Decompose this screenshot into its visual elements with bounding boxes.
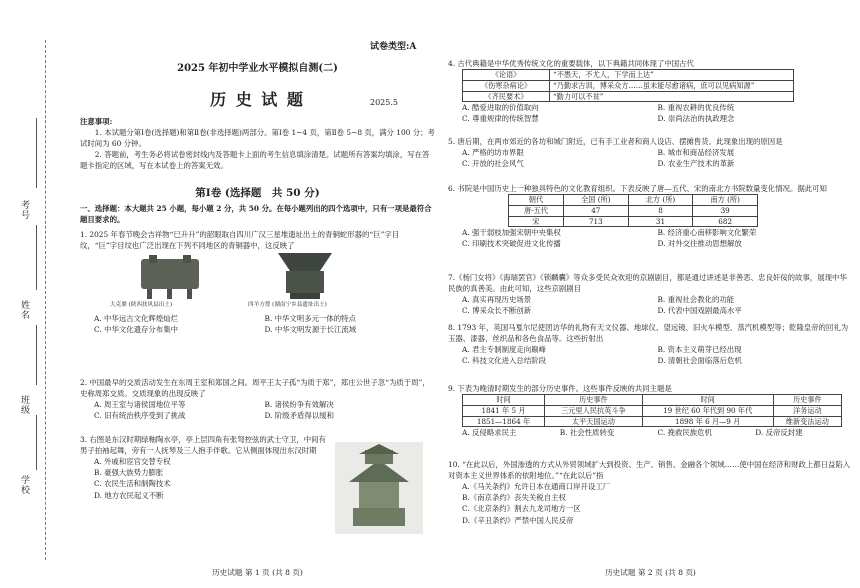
option-c[interactable]: C. 印刷技术突破促进文化传播 — [462, 239, 561, 249]
option-a[interactable]: A. 反侵略求民主 — [462, 428, 517, 438]
cell: 1898 年 6 月—9 月 — [642, 416, 773, 427]
header-cell: 时间 — [463, 395, 545, 406]
page-1-footer: 历史试题 第 1 页 (共 8 页) — [212, 567, 303, 577]
header-cell: 北方 (所) — [628, 195, 693, 206]
question-6 — [448, 183, 853, 249]
four-ram-zun-image — [270, 251, 340, 301]
question-10 — [448, 459, 853, 526]
option-d[interactable]: D. 农业生产技术的革新 — [657, 159, 735, 169]
subject-title: 历 史 试 题 — [210, 90, 305, 109]
question-1 — [80, 229, 435, 335]
q7-options — [448, 294, 853, 316]
cell: 洋务运动 — [773, 405, 841, 416]
notes-title: 注意事项: — [80, 117, 113, 126]
option-b[interactable]: B. 城市和商品经济发展 — [657, 148, 735, 158]
header-cell: 时间 — [642, 395, 773, 406]
cell: 维新变法运动 — [773, 416, 841, 427]
question-stem: 7.《杨门女将》《海瑞罢官》《锁麟囊》等众多受民众欢迎的京剧剧目，都是通过讲述是非善恶、忠良奸佞的故事，展现中华民族的真善美。由此可知，这些京剧剧目 — [448, 273, 847, 294]
question-stem: 1. 2025 年春节晚会吉祥物“巳升升”的韶眼取自四川广汉三星堆遗址出土的青铜蛇形器的“巨”字目纹，“巨”字目纹也广泛出现在下列不同地区的青铜器中，这反映了 — [80, 230, 400, 251]
bronze-ding-image — [135, 253, 205, 299]
q9-table — [462, 394, 842, 427]
option-b[interactable]: B. 社会性质转变 — [559, 428, 615, 438]
option-d[interactable]: D.《辛丑条约》严禁中国人民反帝 — [462, 515, 574, 525]
header-cell: 历史事件 — [773, 395, 841, 406]
option-d[interactable]: D. 崇尚法治的执政理念 — [657, 114, 735, 124]
option-d[interactable]: D. 中华文明发源于长江流域 — [264, 325, 357, 335]
cell: 1851—1864 年 — [463, 416, 545, 427]
page-1 — [80, 0, 435, 588]
option-a[interactable]: A.《马关条约》允许日本在通商口岸开设工厂 — [462, 482, 611, 492]
exam-name: 2025 年初中学业水平模拟自测(二) — [177, 63, 338, 74]
question-stem: 2. 中国最早的交质活动发生在东周王室和郑国之间。周平王太子孤“为质于郑”，郑庄公世子忽“为质于周”，史称周郑交质。交质现象的出现反映了 — [80, 378, 430, 399]
option-a[interactable]: A. 中华远古文化辉煌灿烂 — [94, 314, 178, 324]
cell: 19 世纪 60 年代到 90 年代 — [642, 405, 773, 416]
question-8 — [448, 322, 853, 366]
option-d[interactable]: D. 代表中国戏剧最高水平 — [657, 306, 742, 316]
q8-options — [448, 344, 853, 366]
option-b[interactable]: B. 中华文明多元一体的特点 — [264, 314, 356, 324]
option-a[interactable]: A. 君主专制制度走向巅峰 — [462, 345, 546, 355]
question-stem: 4. 古代典籍是中华优秀传统文化的重要载体，以下典籍共同体现了中国古代 — [448, 59, 694, 68]
option-a[interactable]: A. 强干弱枝加强宋朝中央集权 — [462, 228, 561, 238]
cell: 31 — [628, 216, 693, 227]
name-label: 姓名 — [19, 300, 29, 320]
q1-images — [80, 251, 435, 313]
question-7 — [448, 272, 853, 316]
question-2 — [80, 377, 435, 421]
cell: 《齐民要术》 — [463, 91, 550, 102]
option-d[interactable]: D. 清朝社会面临落后危机 — [657, 356, 742, 366]
exam-no-label: 考号 — [19, 200, 29, 220]
option-c[interactable]: C. 尊重规律的传统智慧 — [462, 114, 539, 124]
option-b[interactable]: B. 重视农耕的优良传统 — [657, 103, 735, 113]
q4-options — [448, 102, 853, 124]
cell: “不愚天，不尤人，下学而上达” — [550, 70, 794, 81]
question-stem: 8. 1793 年，英国马戛尔尼使团访华的礼物有天文仪器、地球仪、望远镜、旧火车模型、蒸汽机模型等；乾隆皇帝的回礼为玉器、漆器、丝织品和各色食品等。这些折射出 — [448, 323, 849, 344]
option-b[interactable]: B. 诸侯纷争有效解决 — [264, 400, 334, 410]
cell: 682 — [693, 216, 758, 227]
question-5 — [448, 136, 853, 169]
question-stem: 6. 书院是中国历史上一种独具特色的文化教育组织。下表反映了唐—五代、宋的南北方书院数量变化情况。据此可知 — [448, 184, 827, 193]
note-1: 1. 本试题分第Ⅰ卷(选择题)和第Ⅱ卷(非选择题)两部分。第Ⅰ卷 1~4 页，第Ⅱ卷 5~8 页，满分 100 分；考试时间为 60 分钟。 — [80, 128, 435, 149]
cell: 《论语》 — [463, 70, 550, 81]
option-c[interactable]: C. 农民生活和制陶技术 — [94, 479, 171, 489]
option-b[interactable]: B. 重视社会教化的功能 — [657, 295, 735, 305]
cell: 宋 — [509, 216, 564, 227]
cell: 《伤寒杂病论》 — [463, 80, 550, 91]
question-4 — [448, 58, 853, 124]
page-2 — [448, 0, 853, 588]
cell: 39 — [693, 205, 758, 216]
q3-options — [80, 456, 328, 500]
header-cell: 朝代 — [509, 195, 564, 206]
option-c[interactable]: C. 旧有统治秩序受到了挑战 — [94, 411, 186, 421]
school-blank — [36, 415, 37, 470]
cell: “勤力可以不贫” — [550, 91, 794, 102]
q6-options — [448, 227, 853, 249]
exam-date: 2025.5 — [370, 98, 398, 107]
cell: 唐-五代 — [509, 205, 564, 216]
option-a[interactable]: A. 外戚和宦官交替专权 — [94, 457, 171, 467]
seal-line — [45, 40, 46, 560]
option-c[interactable]: C. 博采众长不断创新 — [462, 306, 532, 316]
pottery-pavilion-image — [335, 442, 423, 534]
question-stem: 10. “在此以后，外国渗透的方式从外贸领域扩大到投资、生产、销售、金融各个领域……使中国在经济和财政上都日益陷入对资本主义世界体系的依附地位。”“在此以后”指 — [448, 460, 851, 481]
q4-table — [462, 69, 794, 102]
cell: “乃勤求古训，博采众方……虽未能尽愈诸病，庶可以见病知源” — [550, 80, 794, 91]
note-2: 2. 答题前，考生务必将试卷密封线内及答题卡上面的考生信息填涂清楚。试题所有答案均填涂，写在答题卡指定的区域，写在本试卷上的答案无效。 — [80, 150, 430, 171]
binding-margin — [0, 0, 64, 588]
class-blank — [36, 325, 37, 385]
header-cell: 全国 (所) — [563, 195, 628, 206]
option-a[interactable]: A. 周王室与诸侯国地位平等 — [94, 400, 186, 410]
cell: 47 — [563, 205, 628, 216]
option-b[interactable]: B. 经济重心南移影响文化繁荣 — [657, 228, 757, 238]
option-d[interactable]: D. 阶级矛盾得以缓和 — [264, 411, 334, 421]
cell: 1841 年 5 月 — [463, 405, 545, 416]
option-b[interactable]: B.《南京条约》丧失关税自主权 — [462, 493, 566, 503]
q6-table — [508, 194, 758, 227]
question-stem: 3. 右图是东汉时期绿釉陶水亭，亭上层四角有张弩控弦的武士守卫，中间有男子拍袖起舞，旁有一人抚琴及三人抱手伴歌。它从侧面体现出东汉时期 — [80, 435, 326, 456]
option-a[interactable]: A. 酷爱进取的价值取向 — [462, 103, 539, 113]
q2-options — [80, 399, 435, 421]
part1-instruction: 一、选择题：本大题共 25 小题，每小题 2 分，共 50 分。在每小题列出的四个选项中，只有一项是最符合题目要求的。 — [80, 204, 432, 225]
question-3 — [80, 434, 328, 501]
cell: 太平天国运动 — [545, 416, 643, 427]
option-a[interactable]: A. 真实再现历史场景 — [462, 295, 532, 305]
part1-title: 第Ⅰ卷 (选择题 共 50 分) — [195, 187, 320, 199]
q10-options — [448, 481, 853, 525]
page-2-footer: 历史试题 第 2 页 (共 8 页) — [605, 567, 696, 577]
q9-options — [448, 427, 853, 438]
notes — [80, 116, 435, 172]
option-c[interactable]: C. 挽救民族危机 — [657, 428, 712, 438]
paper-type: 试卷类型:A — [370, 42, 417, 52]
exam-no-blank — [36, 118, 37, 188]
name-blank — [36, 225, 37, 290]
q1-options — [80, 313, 435, 335]
cell: 713 — [563, 216, 628, 227]
option-c[interactable]: C.《北京条约》割去九龙司地方一区 — [462, 504, 581, 514]
school-label: 学校 — [19, 475, 29, 495]
option-b[interactable]: B. 资本主义萌芽已经出现 — [657, 345, 742, 355]
caption-zun: 四羊方尊 (湖南宁乡县遗址出土) — [248, 302, 327, 309]
option-c[interactable]: C. 科技文化进入总结阶段 — [462, 356, 546, 366]
cell: 8 — [628, 205, 693, 216]
question-stem: 5. 唐后期，在两市郊近的各坊和城门附近，已有手工业者和商人设店、摆摊售货。此现象出现的原因是 — [448, 137, 783, 146]
option-d[interactable]: D. 地方农民起义不断 — [94, 490, 164, 500]
question-9 — [448, 383, 853, 438]
question-stem: 9. 下表为晚清时期发生的部分历史事件。这些事件反映的共同主题是 — [448, 384, 672, 393]
option-c[interactable]: C. 开放的社会风气 — [462, 159, 524, 169]
class-label: 班级 — [19, 395, 29, 415]
header-cell: 南方 (所) — [693, 195, 758, 206]
option-a[interactable]: A. 严格的坊市界限 — [462, 148, 524, 158]
option-d[interactable]: D. 对外交往推动思想解放 — [657, 239, 742, 249]
header-cell: 历史事件 — [545, 395, 643, 406]
option-d[interactable]: D. 反帝反封建 — [755, 428, 803, 438]
caption-ding: 大克鼎 (陕西扶风县出土) — [110, 302, 173, 309]
q5-options — [448, 147, 853, 169]
option-c[interactable]: C. 中华文化遗存分布集中 — [94, 325, 178, 335]
option-b[interactable]: B. 豪强大族势力膨胀 — [94, 468, 164, 478]
cell: 三元里人民抗英斗争 — [545, 405, 643, 416]
